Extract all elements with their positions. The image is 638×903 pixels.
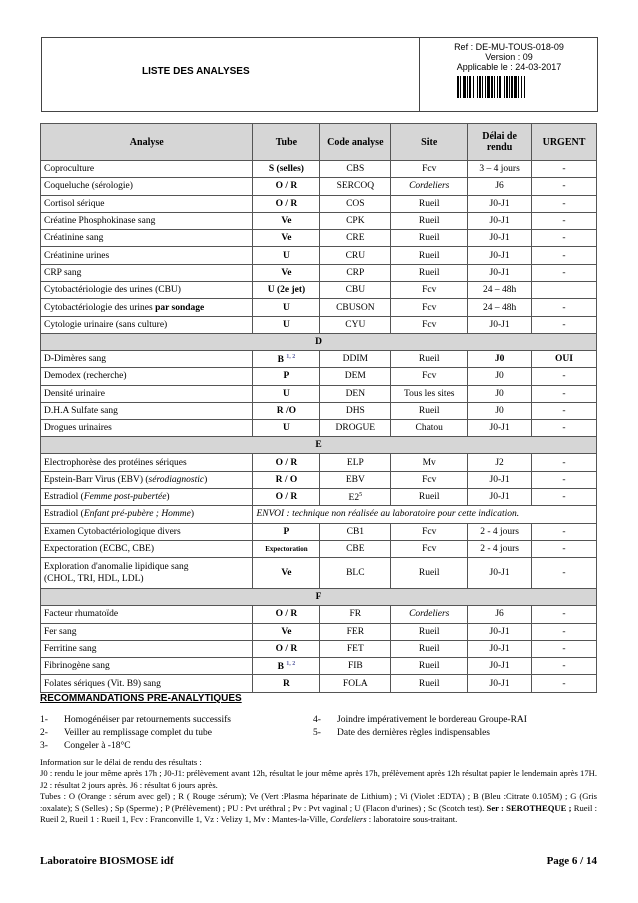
recommendations-right bbox=[313, 714, 527, 740]
cell-tube: P bbox=[253, 368, 320, 385]
cell-tube: O / R bbox=[253, 606, 320, 623]
version: Version : 09 bbox=[485, 52, 533, 62]
cell-site: Chatou bbox=[391, 420, 468, 437]
cell-analyse: Expectoration (ECBC, CBE) bbox=[41, 540, 253, 557]
cell-urgent: - bbox=[532, 675, 597, 692]
cell-tube: O / R bbox=[253, 178, 320, 195]
cell-analyse: D-Dimères sang bbox=[41, 350, 253, 367]
footer-page-number: Page 6 / 14 bbox=[546, 855, 597, 867]
cell-site: Rueil bbox=[391, 264, 468, 281]
cell-analyse: Exploration d'anomalie lipidique sang (CHOL, TRI, HDL, LDL) bbox=[41, 558, 253, 589]
table-row bbox=[41, 489, 597, 506]
reference-code: Ref : DE-MU-TOUS-018-09 bbox=[454, 42, 564, 52]
delai-info-text: J0 : rendu le jour même après 17h ; J0-J1: prélèvement avant 12h, résultat le jour même après 17h, prélèvement après 12h résultat papier le lendemain après 17H. J2 : résultat 2 jours après. J6 : résultat 6 jours après. bbox=[40, 768, 597, 790]
document-reference-block bbox=[419, 38, 598, 111]
recommendation-item: 3- Congeler à -18°C bbox=[40, 741, 131, 751]
cell-analyse: Densité urinaire bbox=[41, 385, 253, 402]
table-row bbox=[41, 282, 597, 299]
analyses-table bbox=[40, 123, 597, 693]
cell-site: Rueil bbox=[391, 212, 468, 229]
cell-delai: J0 bbox=[468, 402, 532, 419]
table-row bbox=[41, 523, 597, 540]
cell-analyse: Fer sang bbox=[41, 623, 253, 640]
cell-site: Fcv bbox=[391, 282, 468, 299]
table-row bbox=[41, 212, 597, 229]
cell-site: Rueil bbox=[391, 675, 468, 692]
cell-code: DDIM bbox=[320, 350, 391, 367]
cell-delai: 24 – 48h bbox=[468, 282, 532, 299]
cell-delai: J0-J1 bbox=[468, 230, 532, 247]
cell-code: FOLA bbox=[320, 675, 391, 692]
cell-code: CBU bbox=[320, 282, 391, 299]
cell-tube: B $^{1, 2}$ bbox=[253, 658, 320, 675]
cell-code: CBS bbox=[320, 161, 391, 178]
cell-analyse: Estradiol (Enfant pré-pubère ; Homme) bbox=[41, 506, 253, 523]
cell-urgent: - bbox=[532, 540, 597, 557]
section-header-row bbox=[41, 333, 597, 350]
cell-analyse: Cortisol sérique bbox=[41, 195, 253, 212]
cell-code: FR bbox=[320, 606, 391, 623]
cell-analyse: Créatinine urines bbox=[41, 247, 253, 264]
cell-urgent: - bbox=[532, 623, 597, 640]
recommendation-item: 5- Date des dernières règles indispensables bbox=[313, 728, 491, 738]
table-row bbox=[41, 264, 597, 281]
cell-tube: O / R bbox=[253, 454, 320, 471]
section-letter: F bbox=[41, 589, 597, 606]
cell-delai: J0-J1 bbox=[468, 558, 532, 589]
cell-urgent: - bbox=[532, 316, 597, 333]
cell-urgent: OUI bbox=[532, 350, 597, 367]
cell-tube: R / O bbox=[253, 471, 320, 488]
cell-analyse: Electrophorèse des protéines sériques bbox=[41, 454, 253, 471]
cell-tube: O / R bbox=[253, 195, 320, 212]
column-header-site: Site bbox=[391, 124, 468, 161]
cell-tube: Ve bbox=[253, 558, 320, 589]
delai-info-title: Information sur le délai de rendu des résultats : bbox=[40, 757, 202, 767]
cell-tube: Ve bbox=[253, 212, 320, 229]
cell-urgent: - bbox=[532, 471, 597, 488]
cell-delai: J0-J1 bbox=[468, 247, 532, 264]
cell-urgent: - bbox=[532, 640, 597, 657]
cell-urgent: - bbox=[532, 264, 597, 281]
cell-code: SERCOQ bbox=[320, 178, 391, 195]
cell-site: Rueil bbox=[391, 623, 468, 640]
cell-delai: J0-J1 bbox=[468, 420, 532, 437]
cell-code: COS bbox=[320, 195, 391, 212]
cell-urgent: - bbox=[532, 299, 597, 316]
cell-code: FIB bbox=[320, 658, 391, 675]
cell-analyse: Facteur rhumatoïde bbox=[41, 606, 253, 623]
cell-site: Cordeliers bbox=[391, 178, 468, 195]
cell-site: Rueil bbox=[391, 402, 468, 419]
cell-urgent: - bbox=[532, 489, 597, 506]
applicable-date: Applicable le : 24-03-2017 bbox=[456, 62, 562, 72]
cell-code: EBV bbox=[320, 471, 391, 488]
table-row bbox=[41, 558, 597, 589]
cell-code: DROGUE bbox=[320, 420, 391, 437]
cell-code: CRP bbox=[320, 264, 391, 281]
table-row bbox=[41, 247, 597, 264]
cell-tube: R bbox=[253, 675, 320, 692]
cell-urgent: - bbox=[532, 523, 597, 540]
cell-delai: J0-J1 bbox=[468, 640, 532, 657]
cell-code: FET bbox=[320, 640, 391, 657]
table-row bbox=[41, 606, 597, 623]
document-title: LISTE DES ANALYSES bbox=[142, 66, 250, 77]
cell-site: Rueil bbox=[391, 195, 468, 212]
table-row bbox=[41, 658, 597, 675]
cell-analyse: Demodex (recherche) bbox=[41, 368, 253, 385]
cell-site: Mv bbox=[391, 454, 468, 471]
cell-delai: J0-J1 bbox=[468, 316, 532, 333]
column-header-delai: Délai de rendu bbox=[468, 124, 532, 161]
cell-analyse: Folates sériques (Vit. B9) sang bbox=[41, 675, 253, 692]
cell-code: $E2^5$ bbox=[320, 489, 391, 506]
recommendations-title: RECOMMANDATIONS PRE-ANALYTIQUES bbox=[40, 693, 242, 704]
cell-urgent: - bbox=[532, 606, 597, 623]
cell-analyse: Créatinine sang bbox=[41, 230, 253, 247]
table-row bbox=[41, 178, 597, 195]
cell-urgent: - bbox=[532, 658, 597, 675]
cell-site: Rueil bbox=[391, 640, 468, 657]
cell-tube: Expectoration bbox=[253, 540, 320, 557]
cell-delai: J0-J1 bbox=[468, 264, 532, 281]
cell-urgent: - bbox=[532, 558, 597, 589]
cell-analyse: Cytobactériologie des urines (CBU) bbox=[41, 282, 253, 299]
table-row bbox=[41, 195, 597, 212]
cell-urgent: - bbox=[532, 247, 597, 264]
cell-tube: U bbox=[253, 385, 320, 402]
cell-site: Tous les sites bbox=[391, 385, 468, 402]
cell-urgent: - bbox=[532, 454, 597, 471]
column-header-urgent: URGENT bbox=[532, 124, 597, 161]
cell-urgent: - bbox=[532, 230, 597, 247]
table-row bbox=[41, 299, 597, 316]
cell-urgent: - bbox=[532, 212, 597, 229]
cell-envoi-note: ENVOI : technique non réalisée au laboratoire pour cette indication. bbox=[253, 506, 597, 523]
cell-analyse: Estradiol (Femme post-pubertée) bbox=[41, 489, 253, 506]
column-header-code: Code analyse bbox=[320, 124, 391, 161]
cell-code: FER bbox=[320, 623, 391, 640]
cell-analyse: Fibrinogène sang bbox=[41, 658, 253, 675]
cell-urgent: - bbox=[532, 161, 597, 178]
cell-site: Rueil bbox=[391, 489, 468, 506]
section-letter: E bbox=[41, 437, 597, 454]
recommendation-item: 4- Joindre impérativement le bordereau Groupe-RAI bbox=[313, 715, 527, 725]
table-row bbox=[41, 230, 597, 247]
table-row bbox=[41, 623, 597, 640]
cell-site: Fcv bbox=[391, 540, 468, 557]
cell-urgent: - bbox=[532, 385, 597, 402]
cell-code: CPK bbox=[320, 212, 391, 229]
cell-delai: J0 bbox=[468, 368, 532, 385]
cell-site: Cordeliers bbox=[391, 606, 468, 623]
cell-urgent: - bbox=[532, 368, 597, 385]
cell-delai: J0-J1 bbox=[468, 212, 532, 229]
table-row bbox=[41, 161, 597, 178]
cell-tube: O / R bbox=[253, 489, 320, 506]
cell-delai: 24 – 48h bbox=[468, 299, 532, 316]
cell-analyse: Epstein-Barr Virus (EBV) (sérodiagnostic) bbox=[41, 471, 253, 488]
cell-analyse: Cytobactériologie des urines par sondage bbox=[41, 299, 253, 316]
barcode bbox=[457, 76, 561, 98]
cell-delai: J0-J1 bbox=[468, 675, 532, 692]
cell-tube: S (selles) bbox=[253, 161, 320, 178]
cell-code: ELP bbox=[320, 454, 391, 471]
cell-code: CYU bbox=[320, 316, 391, 333]
table-row bbox=[41, 350, 597, 367]
cell-delai: J6 bbox=[468, 178, 532, 195]
cell-tube: Ve bbox=[253, 230, 320, 247]
cell-code: CRE bbox=[320, 230, 391, 247]
cell-delai: J0-J1 bbox=[468, 623, 532, 640]
cell-delai: J0-J1 bbox=[468, 195, 532, 212]
cell-delai: J0-J1 bbox=[468, 489, 532, 506]
cell-analyse: Créatine Phosphokinase sang bbox=[41, 212, 253, 229]
table-row bbox=[41, 454, 597, 471]
cell-delai: J0-J1 bbox=[468, 471, 532, 488]
cell-site: Fcv bbox=[391, 299, 468, 316]
cell-site: Rueil bbox=[391, 658, 468, 675]
table-header-row bbox=[41, 124, 597, 161]
cell-tube: U bbox=[253, 316, 320, 333]
cell-delai: 2 - 4 jours bbox=[468, 540, 532, 557]
cell-tube: Ve bbox=[253, 264, 320, 281]
cell-urgent bbox=[532, 282, 597, 299]
section-letter: D bbox=[41, 333, 597, 350]
cell-analyse: Drogues urinaires bbox=[41, 420, 253, 437]
table-row bbox=[41, 420, 597, 437]
cell-urgent: - bbox=[532, 420, 597, 437]
table-row bbox=[41, 385, 597, 402]
cell-analyse: Cytologie urinaire (sans culture) bbox=[41, 316, 253, 333]
table-row bbox=[41, 540, 597, 557]
cell-urgent: - bbox=[532, 178, 597, 195]
cell-tube: U bbox=[253, 299, 320, 316]
cell-code: CBE bbox=[320, 540, 391, 557]
info-block bbox=[40, 757, 597, 825]
tubes-info: Tubes : O (Orange : sérum avec gel) ; R ( Rouge :sérum); Ve (Vert :Plasma héparinate de Lithium) ; Vi (Violet :EDTA) ; B (Bleu :Citrate 0.105M) ; G (Gris :oxalate); S (Selles) ; Sp (Sperme) ; P (Prélèvement) ; PU : Pvt uréthral ; Pv : Pvt vaginal ; U (Flacon d'urines) ; Sc (Scotch test). Ser : SEROTHEQUE ; Rueil : Rueil 2, Rueil 1 : Rueil 1, Fcv : Franconville 1, Vz : Velizy 1, Mv : Mantes-la-Ville, Cordeliers : laboratoire sous-traitant. bbox=[40, 791, 597, 825]
cell-tube: O / R bbox=[253, 640, 320, 657]
section-header-row bbox=[41, 437, 597, 454]
cell-site: Rueil bbox=[391, 558, 468, 589]
cell-delai: J2 bbox=[468, 454, 532, 471]
cell-tube: R /O bbox=[253, 402, 320, 419]
cell-analyse: Coproculture bbox=[41, 161, 253, 178]
cell-analyse: CRP sang bbox=[41, 264, 253, 281]
cell-code: CB1 bbox=[320, 523, 391, 540]
cell-delai: J6 bbox=[468, 606, 532, 623]
cell-code: CBUSON bbox=[320, 299, 391, 316]
cell-tube: U (2e jet) bbox=[253, 282, 320, 299]
cell-delai: 2 - 4 jours bbox=[468, 523, 532, 540]
cell-code: DEM bbox=[320, 368, 391, 385]
cell-tube: U bbox=[253, 420, 320, 437]
column-header-analyse: Analyse bbox=[41, 124, 253, 161]
cell-site: Fcv bbox=[391, 161, 468, 178]
cell-site: Rueil bbox=[391, 350, 468, 367]
cell-code: DHS bbox=[320, 402, 391, 419]
cell-delai: J0 bbox=[468, 350, 532, 367]
cell-tube: B $^{1, 2}$ bbox=[253, 350, 320, 367]
cell-code: CRU bbox=[320, 247, 391, 264]
table-row bbox=[41, 402, 597, 419]
table-row bbox=[41, 368, 597, 385]
cell-tube: U bbox=[253, 247, 320, 264]
footer-lab-name: Laboratoire BIOSMOSE idf bbox=[40, 855, 174, 867]
cell-urgent: - bbox=[532, 195, 597, 212]
cell-site: Fcv bbox=[391, 316, 468, 333]
cell-site: Fcv bbox=[391, 523, 468, 540]
table-row bbox=[41, 506, 597, 523]
table-row bbox=[41, 316, 597, 333]
cell-delai: J0 bbox=[468, 385, 532, 402]
cell-analyse: Coqueluche (sérologie) bbox=[41, 178, 253, 195]
table-row bbox=[41, 640, 597, 657]
cell-site: Rueil bbox=[391, 247, 468, 264]
cell-code: DEN bbox=[320, 385, 391, 402]
recommendation-item: 1- Homogénéiser par retournements successifs bbox=[40, 715, 231, 725]
recommendation-item: 2- Veiller au remplissage complet du tube bbox=[40, 728, 212, 738]
cell-delai: J0-J1 bbox=[468, 658, 532, 675]
cell-urgent: - bbox=[532, 402, 597, 419]
section-header-row bbox=[41, 589, 597, 606]
cell-tube: P bbox=[253, 523, 320, 540]
table-row bbox=[41, 675, 597, 692]
cell-analyse: Ferritine sang bbox=[41, 640, 253, 657]
cell-tube: Ve bbox=[253, 623, 320, 640]
cell-code: BLC bbox=[320, 558, 391, 589]
cell-analyse: Examen Cytobactériologique divers bbox=[41, 523, 253, 540]
table-row bbox=[41, 471, 597, 488]
cell-delai: 3 – 4 jours bbox=[468, 161, 532, 178]
document-header bbox=[41, 37, 598, 112]
recommendations-left bbox=[40, 714, 231, 753]
cell-analyse: D.H.A Sulfate sang bbox=[41, 402, 253, 419]
cell-site: Rueil bbox=[391, 230, 468, 247]
cell-site: Fcv bbox=[391, 368, 468, 385]
cell-site: Fcv bbox=[391, 471, 468, 488]
column-header-tube: Tube bbox=[253, 124, 320, 161]
